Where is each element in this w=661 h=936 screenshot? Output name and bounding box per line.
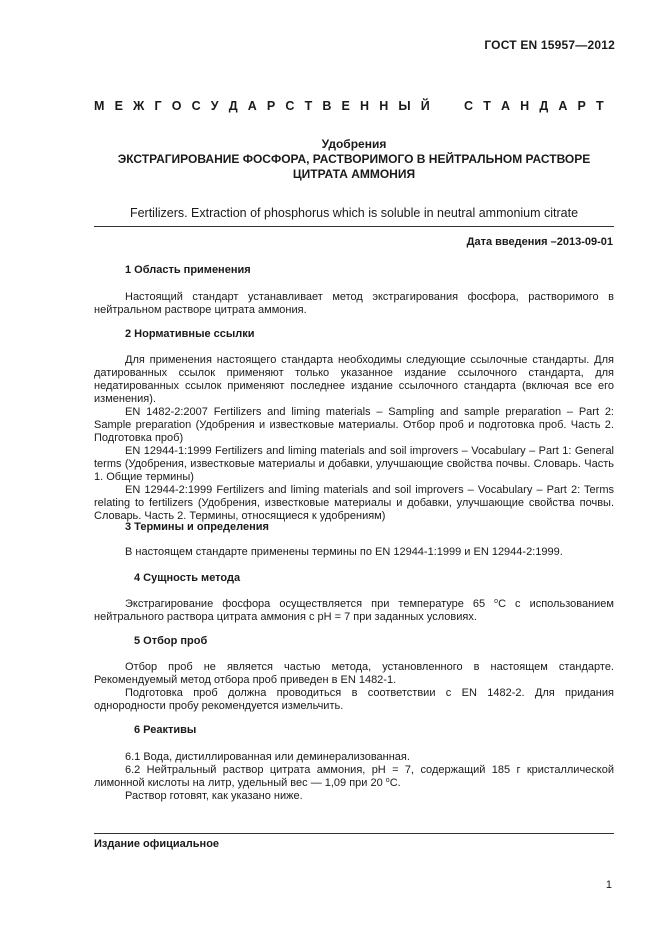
edition-label: Издание официальное bbox=[94, 838, 220, 850]
banner-letter: Д bbox=[539, 99, 549, 113]
banner-letter: Е bbox=[341, 99, 350, 113]
paragraph: 6.2 Нейтральный раствор цитрата аммония, pH = 7, содержащий 185 г кристаллической лимонной кислоты на литр, удельный вес — 1,09 при 20 $^о$С. bbox=[94, 764, 614, 789]
banner-letter: С bbox=[464, 99, 474, 113]
banner-letter: С bbox=[285, 99, 295, 113]
banner-letter: Т bbox=[483, 99, 491, 113]
banner-letter: Д bbox=[228, 99, 238, 113]
banner-letter: О bbox=[171, 99, 182, 113]
banner-letter: Р bbox=[266, 99, 276, 113]
banner-letter: У bbox=[210, 99, 219, 113]
paragraph: Подготовка проб должна проводиться в соответствии с EN 1482-2. Для придания однородности пробу рекомендуется измельчить. bbox=[94, 687, 614, 712]
banner-letter: Ж bbox=[133, 99, 145, 113]
section-5-body bbox=[94, 661, 614, 713]
banner-gap bbox=[440, 99, 454, 113]
title-line-3: ЦИТРАТА АММОНИЯ bbox=[292, 167, 416, 181]
banner-letter: А bbox=[558, 99, 568, 113]
section-6-heading: 6 Реактивы bbox=[134, 724, 197, 736]
banner-letter: Г bbox=[154, 99, 162, 113]
reference-en-12944-1: EN 12944-1:1999 Fertilizers and liming materials and soil improvers – Vocabulary – Part 1: General terms (Удобрения, известковые материалы и добавки, улучшающие свойства почвы. Словарь. Часть 1. Общие термины) bbox=[94, 445, 614, 483]
section-1-heading: 1 Область применения bbox=[125, 264, 251, 276]
page-number: 1 bbox=[605, 879, 612, 891]
banner-letter: Т bbox=[304, 99, 313, 113]
banner-letter: А bbox=[247, 99, 257, 113]
section-2-body bbox=[94, 354, 614, 523]
paragraph: 6.1 Вода, дистиллированная или деминерализованная. bbox=[125, 751, 410, 763]
reference-en-1482-2: EN 1482-2:2007 Fertilizers and liming materials – Sampling and sample preparation – Part 2: Sample preparation (Удобрения и известковые материалы. Отбор проб и подготовка проб. Часть 2. Подготовка проб) bbox=[94, 406, 614, 444]
standard-number: ГОСТ EN 15957—2012 bbox=[484, 38, 615, 52]
banner-letter: С bbox=[191, 99, 201, 113]
section-4-body bbox=[94, 598, 614, 624]
footer-divider bbox=[94, 833, 614, 834]
section-3-body bbox=[94, 546, 614, 559]
banner-letter: Н bbox=[520, 99, 530, 113]
paragraph: Настоящий стандарт устанавливает метод экстрагирования фосфора, растворимого в нейтральном растворе цитрата аммония. bbox=[94, 291, 614, 316]
banner-letter: Т bbox=[596, 99, 604, 113]
english-title: Fertilizers. Extraction of phosphorus which is soluble in neutral ammonium citrate bbox=[129, 206, 579, 220]
banner-letter: Р bbox=[577, 99, 586, 113]
section-4-heading: 4 Сущность метода bbox=[134, 572, 241, 584]
section-5-heading: 5 Отбор проб bbox=[134, 635, 208, 647]
banner-letter: М bbox=[94, 99, 105, 113]
section-1-body bbox=[94, 291, 614, 317]
banner-letter: В bbox=[322, 99, 332, 113]
paragraph: В настоящем стандарте применены термины по EN 12944-1:1999 и EN 12944-2:1999. bbox=[125, 546, 563, 558]
reference-en-12944-2: EN 12944-2:1999 Fertilizers and liming materials and soil improvers – Vocabulary – Part 2: Terms relating to fertilizers (Удобрения, известковые материалы и добавки, улучшающие свойства почвы. Словарь. Часть 2. Термины, относящиеся к удобрениям) bbox=[94, 484, 614, 522]
banner-letter: Н bbox=[360, 99, 370, 113]
section-2-heading: 2 Нормативные ссылки bbox=[125, 328, 255, 340]
banner-letter: А bbox=[500, 99, 510, 113]
paragraph: Раствор готовят, как указано ниже. bbox=[125, 790, 303, 802]
title-divider bbox=[94, 226, 614, 227]
banner-letter: Ы bbox=[398, 99, 411, 113]
effective-date: Дата введения –2013-09-01 bbox=[466, 236, 613, 248]
document-title bbox=[94, 137, 614, 182]
section-6-body bbox=[94, 751, 614, 803]
banner-letter: Й bbox=[420, 99, 430, 113]
banner-letter: Н bbox=[379, 99, 389, 113]
interstate-standard-banner bbox=[94, 99, 604, 113]
banner-letter: Е bbox=[114, 99, 123, 113]
paragraph: Отбор проб не является частью метода, установленного в настоящем стандарте. Рекомендуемый метод отбора проб приведен в EN 1482-1. bbox=[94, 661, 614, 686]
title-line-2: ЭКСТРАГИРОВАНИЕ ФОСФОРА, РАСТВОРИМОГО В НЕЙТРАЛЬНОМ РАСТВОРЕ bbox=[117, 152, 591, 166]
paragraph: Для применения настоящего стандарта необходимы следующие ссылочные стандарты. Для датированных ссылок применяют только указанное издание ссылочного стандарта, для недатированных ссылок применяют последнее издание ссылочного стандарта (включая все его изменения). bbox=[94, 354, 614, 405]
section-3-heading: 3 Термины и определения bbox=[125, 521, 269, 533]
title-line-1: Удобрения bbox=[321, 137, 387, 151]
paragraph: Экстрагирование фосфора осуществляется при температуре 65 $^о$С с использованием нейтрального раствора цитрата аммония с pH = 7 при заданных условиях. bbox=[94, 598, 614, 623]
